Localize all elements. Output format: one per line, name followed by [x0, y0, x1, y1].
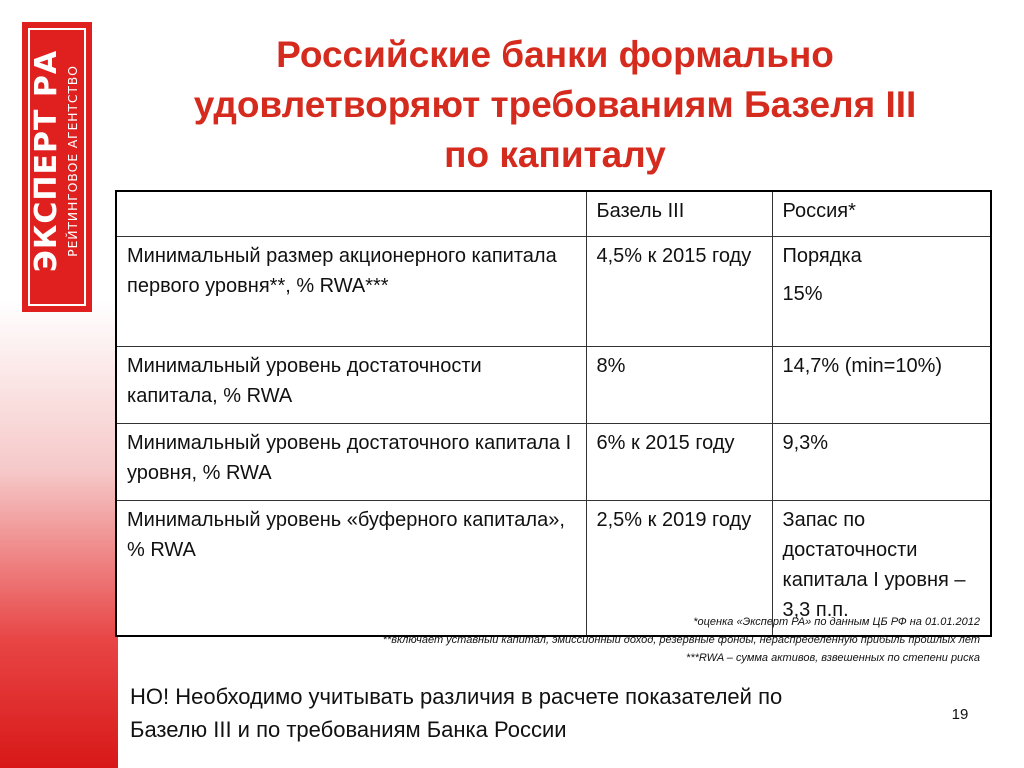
note-line-2: Базелю III и по требованиям Банка России — [130, 717, 567, 742]
table-row — [116, 237, 991, 347]
important-note — [130, 680, 930, 746]
russia-cell-line-1: Порядка — [782, 245, 862, 267]
logo-main-text: ЭКСПЕРТ РА — [29, 49, 64, 273]
footnote-1: *оценка «Эксперт РА» по данным ЦБ РФ на 01.01.2012 — [693, 616, 980, 628]
company-logo — [22, 22, 92, 312]
indicator-cell: Минимальный размер акционерного капитала первого уровня**, % RWA*** — [116, 237, 586, 347]
indicator-cell: Минимальный уровень достаточности капитала, % RWA — [116, 347, 586, 424]
header-cell-empty — [116, 191, 586, 237]
footnotes — [300, 613, 980, 667]
title-line-3: по капиталу — [444, 134, 666, 175]
russia-cell: 14,7% (min=10%) — [772, 347, 991, 424]
basel-cell: 4,5% к 2015 году — [586, 237, 772, 347]
russia-cell: 9,3% — [772, 424, 991, 501]
header-cell-russia: Россия* — [772, 191, 991, 237]
russia-cell: Запас по достаточности капитала I уровня – 3,3 п.п. — [772, 501, 991, 637]
slide-title — [120, 30, 990, 180]
table-row — [116, 424, 991, 501]
basel-cell: 6% к 2015 году — [586, 424, 772, 501]
table-header-row — [116, 191, 991, 237]
russia-cell-line-2: 15% — [782, 283, 823, 305]
footnote-2: **включает уставный капитал, эмиссионный доход, резервные фонды, нераспределенную прибыль прошлых лет — [382, 634, 980, 646]
indicator-cell: Минимальный уровень достаточного капитала I уровня, % RWA — [116, 424, 586, 501]
basel-cell: 8% — [586, 347, 772, 424]
page-number: 19 — [951, 706, 969, 723]
title-line-2: удовлетворяют требованиям Базеля III — [193, 84, 917, 125]
footnote-3: ***RWA – сумма активов, взвешенных по степени риска — [686, 652, 980, 664]
title-line-1: Российские банки формально — [276, 34, 834, 75]
logo-sub-text: РЕЙТИНГОВОЕ АГЕНТСТВО — [65, 65, 80, 257]
header-cell-basel: Базель III — [586, 191, 772, 237]
indicator-cell: Минимальный уровень «буферного капитала», % RWA — [116, 501, 586, 637]
russia-cell — [772, 237, 991, 347]
note-line-1: НО! Необходимо учитывать различия в расчете показателей по — [130, 684, 783, 709]
capital-requirements-table — [115, 190, 992, 637]
basel-cell: 2,5% к 2019 году — [586, 501, 772, 637]
logo-text-group — [28, 26, 86, 296]
table-row — [116, 347, 991, 424]
